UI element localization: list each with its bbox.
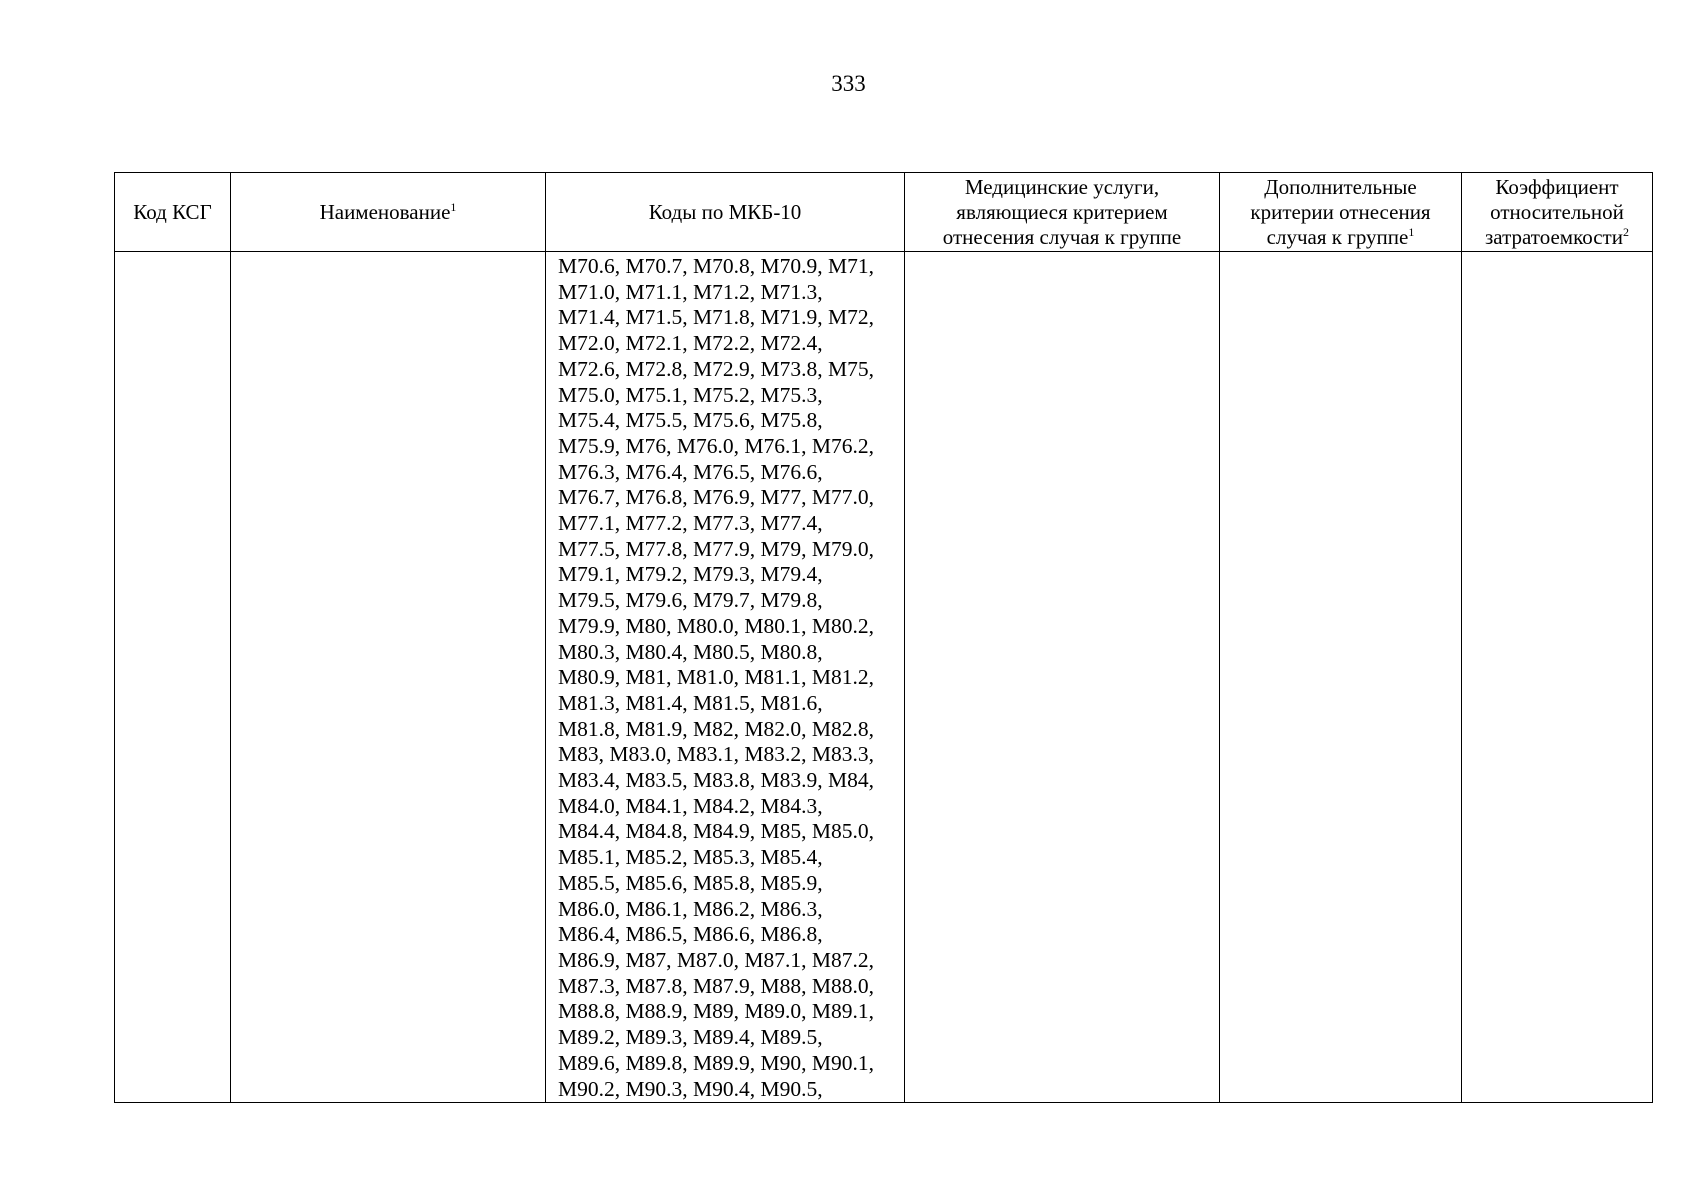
header-services	[905, 173, 1220, 252]
table-row	[115, 252, 1653, 1103]
mkb-code-line: M83, M83.0, M83.1, M83.2, M83.3,	[558, 742, 874, 767]
header-mkb-label: Коды по МКБ-10	[648, 199, 802, 224]
mkb-code-line: M89.2, M89.3, M89.4, M89.5,	[558, 1025, 823, 1050]
header-extra-line: критерии отнесения	[1250, 199, 1431, 224]
mkb-code-line: M70.6, M70.7, M70.8, M70.9, M71,	[558, 254, 874, 278]
cell-services	[905, 252, 1220, 1103]
mkb-code-line: M86.4, M86.5, M86.6, M86.8,	[558, 922, 823, 947]
cell-coef	[1462, 252, 1653, 1103]
header-coef-line: затратоемкости$^2$	[1485, 224, 1629, 249]
mkb-code-line: M71.0, M71.1, M71.2, M71.3,	[558, 279, 823, 304]
header-extra-line: случая к группе$^1$	[1266, 224, 1415, 249]
table-header-row	[115, 173, 1653, 252]
cell-code	[115, 252, 231, 1103]
mkb-code-line: M77.1, M77.2, M77.3, M77.4,	[558, 511, 823, 536]
mkb-code-line: M83.4, M83.5, M83.8, M83.9, M84,	[558, 768, 874, 793]
mkb-code-line: M84.4, M84.8, M84.9, M85, M85.0,	[558, 819, 874, 844]
header-code-label: Код КСГ	[133, 199, 212, 224]
mkb-code-line: M72.0, M72.1, M72.2, M72.4,	[558, 331, 823, 356]
ksg-table	[114, 172, 1653, 1103]
mkb-codes-list	[546, 252, 904, 1102]
mkb-code-line: M72.6, M72.8, M72.9, M73.8, M75,	[558, 356, 874, 381]
cell-name	[231, 252, 546, 1103]
mkb-code-line: M80.9, M81, M81.0, M81.1, M81.2,	[558, 665, 874, 690]
mkb-code-line: M81.8, M81.9, M82, M82.0, M82.8,	[558, 716, 874, 741]
mkb-code-line: M79.9, M80, M80.0, M80.1, M80.2,	[558, 613, 874, 638]
header-services-line: Медицинские услуги,	[964, 174, 1160, 199]
mkb-code-line: M89.6, M89.8, M89.9, M90, M90.1,	[558, 1050, 874, 1075]
cell-mkb	[546, 252, 905, 1103]
header-coef-footnote: 2	[1622, 224, 1629, 239]
mkb-code-line: M85.1, M85.2, M85.3, M85.4,	[558, 845, 823, 870]
header-mkb	[546, 173, 905, 252]
mkb-code-line: M88.8, M88.9, M89, M89.0, M89.1,	[558, 999, 874, 1024]
header-coef-line: Коэффициент	[1495, 174, 1619, 199]
mkb-code-line: M75.4, M75.5, M75.6, M75.8,	[558, 408, 823, 433]
mkb-code-line: M71.4, M71.5, M71.8, M71.9, M72,	[558, 305, 874, 330]
mkb-code-line: M87.3, M87.8, M87.9, M88, M88.0,	[558, 973, 874, 998]
mkb-code-line: M85.5, M85.6, M85.8, M85.9,	[558, 870, 823, 895]
header-name	[231, 173, 546, 252]
mkb-code-line: M81.3, M81.4, M81.5, M81.6,	[558, 690, 823, 715]
header-code	[115, 173, 231, 252]
header-extra-footnote: 1	[1408, 224, 1415, 239]
mkb-code-line: M86.0, M86.1, M86.2, M86.3,	[558, 896, 823, 921]
mkb-code-line: M75.9, M76, M76.0, M76.1, M76.2,	[558, 433, 874, 458]
header-name-footnote: 1	[450, 199, 457, 214]
mkb-code-line: M79.1, M79.2, M79.3, M79.4,	[558, 562, 823, 587]
header-coef	[1462, 173, 1653, 252]
header-services-line: являющиеся критерием	[956, 199, 1168, 224]
header-services-line: отнесения случая к группе	[942, 224, 1182, 249]
mkb-code-line: M80.3, M80.4, M80.5, M80.8,	[558, 639, 823, 664]
header-coef-line: относительной	[1490, 199, 1624, 224]
mkb-code-line: M86.9, M87, M87.0, M87.1, M87.2,	[558, 947, 874, 972]
mkb-code-line: M90.2, M90.3, M90.4, M90.5,	[558, 1076, 823, 1101]
mkb-code-line: M76.3, M76.4, M76.5, M76.6,	[558, 459, 823, 484]
page-number: 333	[831, 71, 866, 96]
mkb-code-line: M79.5, M79.6, M79.7, M79.8,	[558, 588, 823, 613]
header-extra	[1220, 173, 1462, 252]
header-name-label: Наименование	[319, 199, 451, 224]
mkb-code-line: M75.0, M75.1, M75.2, M75.3,	[558, 382, 823, 407]
mkb-code-line: M77.5, M77.8, M77.9, M79, M79.0,	[558, 536, 874, 561]
mkb-code-line: M76.7, M76.8, M76.9, M77, M77.0,	[558, 485, 874, 510]
mkb-code-line: M84.0, M84.1, M84.2, M84.3,	[558, 793, 823, 818]
cell-extra	[1220, 252, 1462, 1103]
header-extra-line: Дополнительные	[1264, 174, 1417, 199]
